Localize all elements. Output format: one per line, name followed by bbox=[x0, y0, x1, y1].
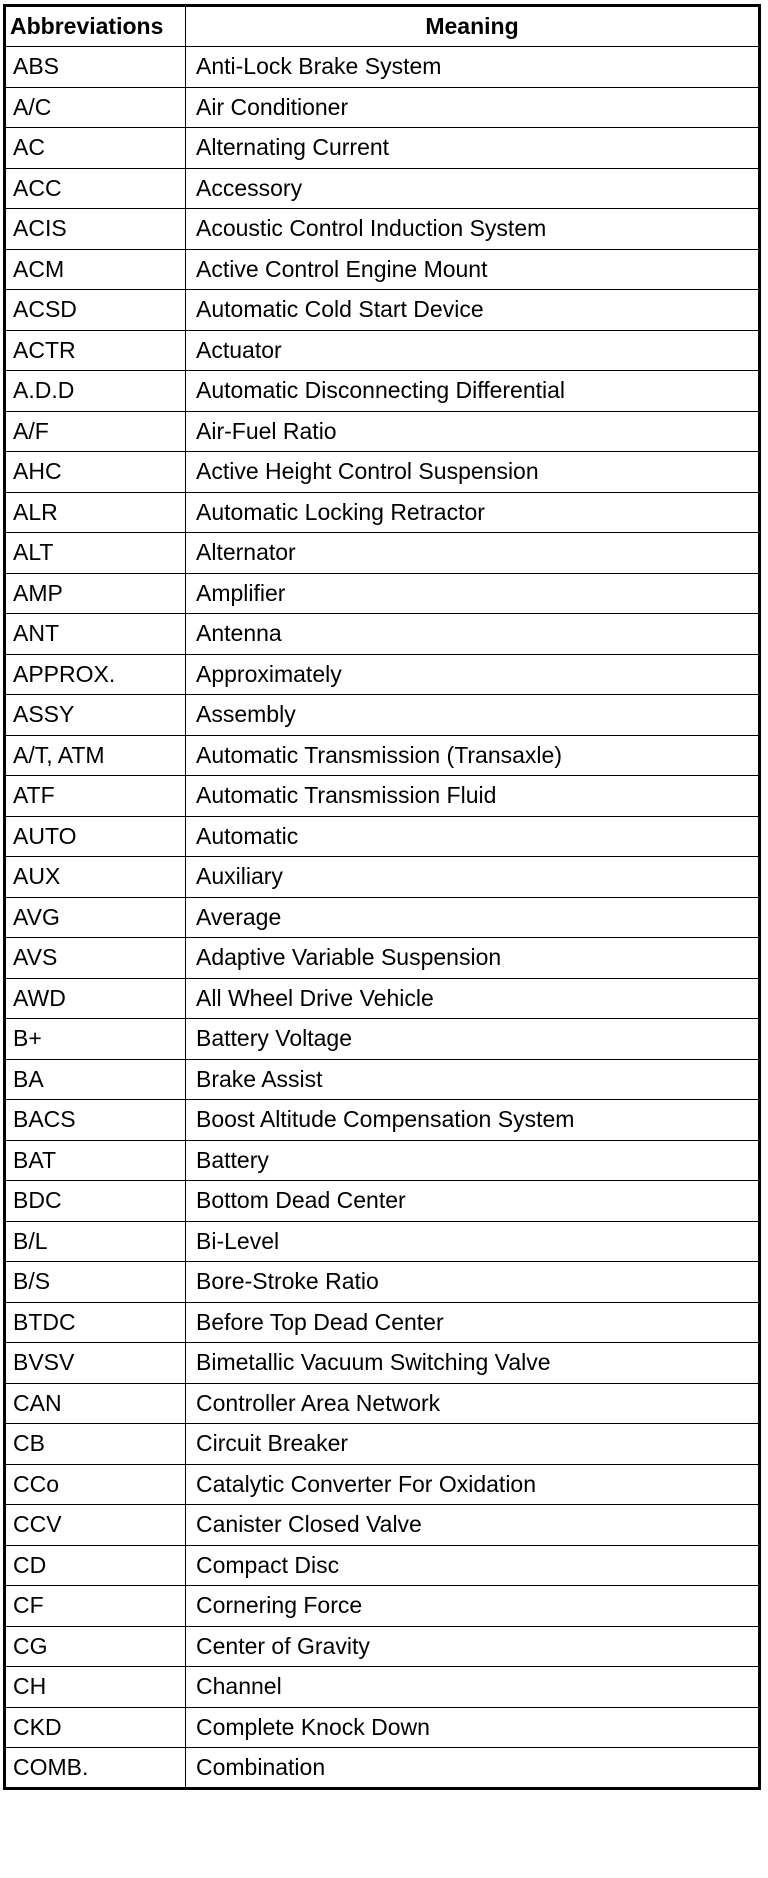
abbreviation-cell: AVS bbox=[5, 938, 186, 979]
abbreviation-cell: CF bbox=[5, 1586, 186, 1627]
header-meaning: Meaning bbox=[186, 6, 760, 47]
table-row bbox=[5, 1545, 760, 1586]
table-row bbox=[5, 1181, 760, 1222]
table-row bbox=[5, 1221, 760, 1262]
meaning-cell: Bi-Level bbox=[186, 1221, 760, 1262]
table-row bbox=[5, 1302, 760, 1343]
table-row bbox=[5, 978, 760, 1019]
table-row bbox=[5, 290, 760, 331]
abbreviation-cell: CCo bbox=[5, 1464, 186, 1505]
table-row bbox=[5, 776, 760, 817]
table-row bbox=[5, 897, 760, 938]
table-row bbox=[5, 1100, 760, 1141]
abbreviation-cell: ACIS bbox=[5, 209, 186, 250]
abbreviation-cell: AUTO bbox=[5, 816, 186, 857]
abbreviation-cell: ASSY bbox=[5, 695, 186, 736]
meaning-cell: Complete Knock Down bbox=[186, 1707, 760, 1748]
table-row bbox=[5, 128, 760, 169]
table-row bbox=[5, 371, 760, 412]
table-row bbox=[5, 1707, 760, 1748]
abbreviation-cell: ACSD bbox=[5, 290, 186, 331]
abbreviation-cell: AWD bbox=[5, 978, 186, 1019]
abbreviation-cell: A/T, ATM bbox=[5, 735, 186, 776]
abbreviation-cell: ACM bbox=[5, 249, 186, 290]
abbreviation-cell: ABS bbox=[5, 47, 186, 88]
meaning-cell: Accessory bbox=[186, 168, 760, 209]
table-row bbox=[5, 1262, 760, 1303]
table-row bbox=[5, 695, 760, 736]
table-row bbox=[5, 1140, 760, 1181]
abbreviation-cell: BVSV bbox=[5, 1343, 186, 1384]
meaning-cell: Controller Area Network bbox=[186, 1383, 760, 1424]
meaning-cell: Automatic Transmission (Transaxle) bbox=[186, 735, 760, 776]
meaning-cell: Catalytic Converter For Oxidation bbox=[186, 1464, 760, 1505]
abbreviation-cell: A.D.D bbox=[5, 371, 186, 412]
table-header bbox=[5, 6, 760, 47]
table-row bbox=[5, 654, 760, 695]
meaning-cell: Bimetallic Vacuum Switching Valve bbox=[186, 1343, 760, 1384]
meaning-cell: Alternating Current bbox=[186, 128, 760, 169]
meaning-cell: Anti-Lock Brake System bbox=[186, 47, 760, 88]
table-row bbox=[5, 87, 760, 128]
meaning-cell: Actuator bbox=[186, 330, 760, 371]
abbreviation-cell: A/C bbox=[5, 87, 186, 128]
abbreviation-cell: CD bbox=[5, 1545, 186, 1586]
abbreviation-cell: BA bbox=[5, 1059, 186, 1100]
meaning-cell: Approximately bbox=[186, 654, 760, 695]
table-row bbox=[5, 1343, 760, 1384]
abbreviation-cell: ANT bbox=[5, 614, 186, 655]
meaning-cell: Average bbox=[186, 897, 760, 938]
meaning-cell: Automatic Locking Retractor bbox=[186, 492, 760, 533]
table-row bbox=[5, 1667, 760, 1708]
abbreviation-cell: CB bbox=[5, 1424, 186, 1465]
abbreviation-cell: CAN bbox=[5, 1383, 186, 1424]
table-body bbox=[5, 47, 760, 1789]
abbreviation-cell: ACTR bbox=[5, 330, 186, 371]
meaning-cell: Battery Voltage bbox=[186, 1019, 760, 1060]
meaning-cell: All Wheel Drive Vehicle bbox=[186, 978, 760, 1019]
meaning-cell: Antenna bbox=[186, 614, 760, 655]
abbreviation-cell: CH bbox=[5, 1667, 186, 1708]
meaning-cell: Circuit Breaker bbox=[186, 1424, 760, 1465]
table-row bbox=[5, 1424, 760, 1465]
meaning-cell: Bore-Stroke Ratio bbox=[186, 1262, 760, 1303]
meaning-cell: Boost Altitude Compensation System bbox=[186, 1100, 760, 1141]
abbreviation-cell: B+ bbox=[5, 1019, 186, 1060]
meaning-cell: Amplifier bbox=[186, 573, 760, 614]
abbreviation-cell: CG bbox=[5, 1626, 186, 1667]
abbreviation-cell: AVG bbox=[5, 897, 186, 938]
abbreviation-cell: BTDC bbox=[5, 1302, 186, 1343]
meaning-cell: Battery bbox=[186, 1140, 760, 1181]
table-row bbox=[5, 1505, 760, 1546]
abbreviation-cell: BACS bbox=[5, 1100, 186, 1141]
meaning-cell: Active Height Control Suspension bbox=[186, 452, 760, 493]
meaning-cell: Cornering Force bbox=[186, 1586, 760, 1627]
table-row bbox=[5, 614, 760, 655]
meaning-cell: Acoustic Control Induction System bbox=[186, 209, 760, 250]
meaning-cell: Before Top Dead Center bbox=[186, 1302, 760, 1343]
abbreviation-cell: BDC bbox=[5, 1181, 186, 1222]
table-row bbox=[5, 168, 760, 209]
table-row bbox=[5, 492, 760, 533]
meaning-cell: Canister Closed Valve bbox=[186, 1505, 760, 1546]
meaning-cell: Bottom Dead Center bbox=[186, 1181, 760, 1222]
meaning-cell: Automatic Disconnecting Differential bbox=[186, 371, 760, 412]
table-row bbox=[5, 735, 760, 776]
meaning-cell: Auxiliary bbox=[186, 857, 760, 898]
table-row bbox=[5, 857, 760, 898]
abbreviation-cell: CKD bbox=[5, 1707, 186, 1748]
abbreviation-cell: AC bbox=[5, 128, 186, 169]
table-row bbox=[5, 1383, 760, 1424]
meaning-cell: Center of Gravity bbox=[186, 1626, 760, 1667]
meaning-cell: Air-Fuel Ratio bbox=[186, 411, 760, 452]
table-row bbox=[5, 1019, 760, 1060]
meaning-cell: Automatic bbox=[186, 816, 760, 857]
table-row bbox=[5, 816, 760, 857]
table-row bbox=[5, 938, 760, 979]
table-row bbox=[5, 573, 760, 614]
abbreviation-cell: CCV bbox=[5, 1505, 186, 1546]
table-row bbox=[5, 47, 760, 88]
header-abbreviations: Abbreviations bbox=[5, 6, 186, 47]
abbreviation-cell: ACC bbox=[5, 168, 186, 209]
meaning-cell: Brake Assist bbox=[186, 1059, 760, 1100]
meaning-cell: Combination bbox=[186, 1748, 760, 1789]
abbreviation-cell: B/S bbox=[5, 1262, 186, 1303]
abbreviation-cell: AMP bbox=[5, 573, 186, 614]
abbreviation-cell: BAT bbox=[5, 1140, 186, 1181]
abbreviation-cell: AHC bbox=[5, 452, 186, 493]
table-row bbox=[5, 1626, 760, 1667]
meaning-cell: Assembly bbox=[186, 695, 760, 736]
table-row bbox=[5, 452, 760, 493]
table-row bbox=[5, 209, 760, 250]
meaning-cell: Air Conditioner bbox=[186, 87, 760, 128]
abbreviations-table bbox=[3, 4, 761, 1790]
abbreviation-cell: ATF bbox=[5, 776, 186, 817]
abbreviation-cell: AUX bbox=[5, 857, 186, 898]
table-row bbox=[5, 330, 760, 371]
abbreviation-cell: B/L bbox=[5, 1221, 186, 1262]
meaning-cell: Active Control Engine Mount bbox=[186, 249, 760, 290]
table-row bbox=[5, 1586, 760, 1627]
table-row bbox=[5, 1748, 760, 1789]
table-row bbox=[5, 411, 760, 452]
table-row bbox=[5, 533, 760, 574]
meaning-cell: Channel bbox=[186, 1667, 760, 1708]
meaning-cell: Adaptive Variable Suspension bbox=[186, 938, 760, 979]
meaning-cell: Alternator bbox=[186, 533, 760, 574]
abbreviation-cell: APPROX. bbox=[5, 654, 186, 695]
meaning-cell: Compact Disc bbox=[186, 1545, 760, 1586]
meaning-cell: Automatic Cold Start Device bbox=[186, 290, 760, 331]
table-row bbox=[5, 1059, 760, 1100]
abbreviation-cell: ALT bbox=[5, 533, 186, 574]
meaning-cell: Automatic Transmission Fluid bbox=[186, 776, 760, 817]
table-row bbox=[5, 1464, 760, 1505]
abbreviation-cell: COMB. bbox=[5, 1748, 186, 1789]
abbreviation-cell: ALR bbox=[5, 492, 186, 533]
table-row bbox=[5, 249, 760, 290]
abbreviation-cell: A/F bbox=[5, 411, 186, 452]
header-row bbox=[5, 6, 760, 47]
